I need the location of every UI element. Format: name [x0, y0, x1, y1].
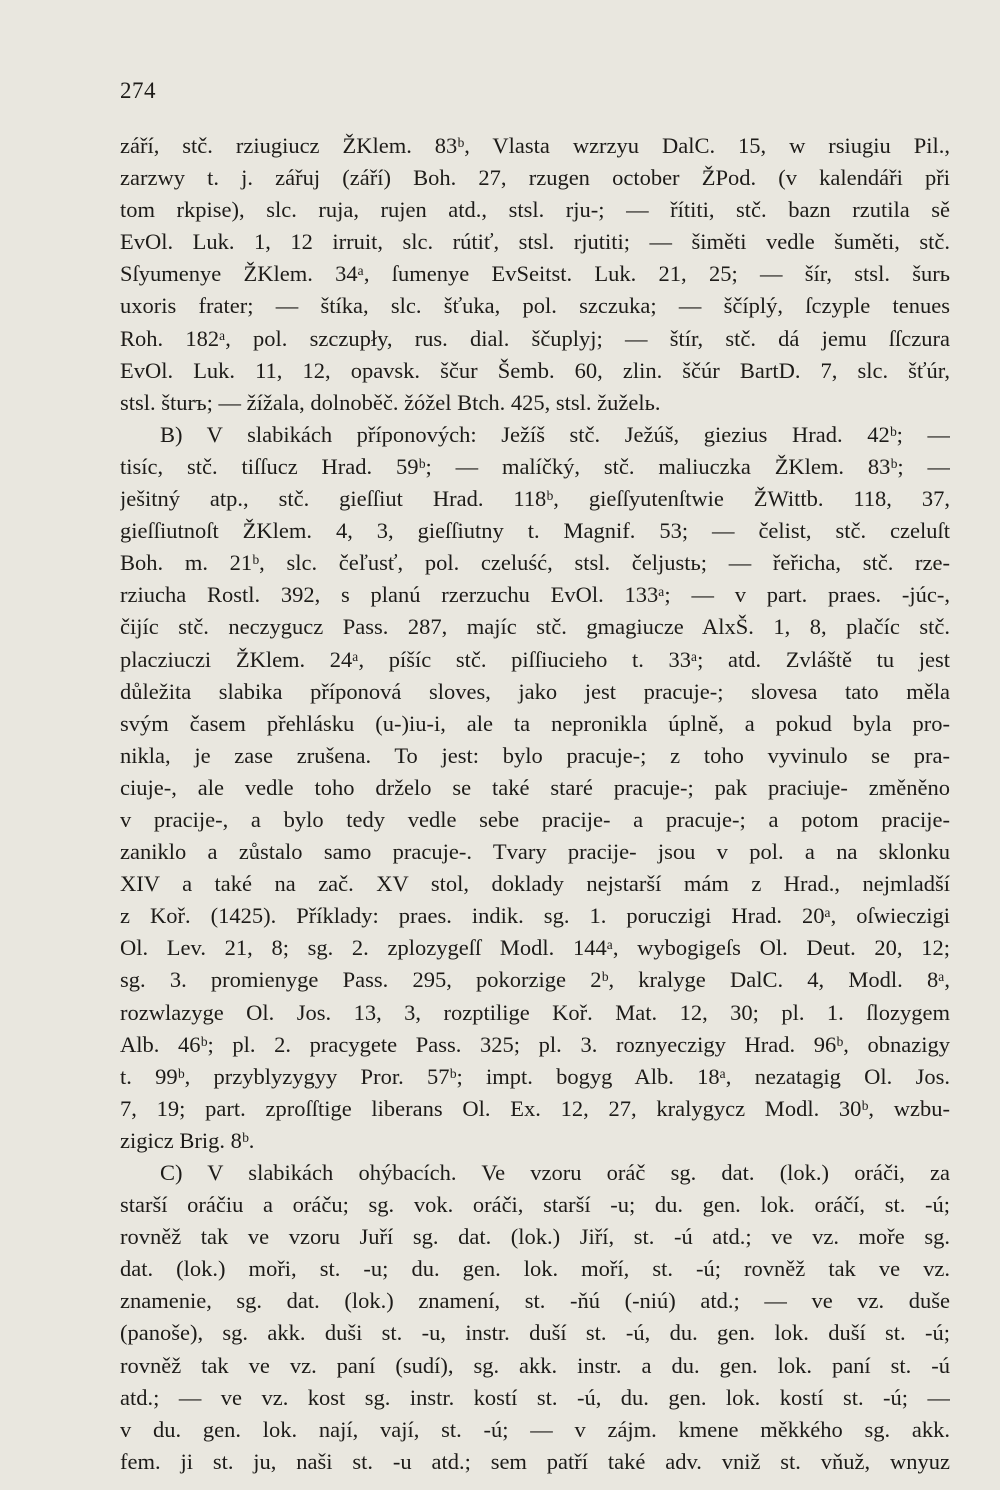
text-line: v pracije-, a bylo tedy vedle sebe pracije- a pracuje-; a potom pracije-: [120, 806, 950, 832]
body-text: [120, 130, 950, 1478]
text-line: tom rkpise), slc. ruja, rujen atd., stsl. rju-; — řítiti, stč. bazn rzutila sě: [120, 197, 950, 223]
text-line: ciuje-, ale vedle toho drželo se také staré pracuje-; pak praciuje- změněno: [120, 774, 950, 800]
text-line: září, stč. rziugiucz ŽKlem. 83ᵇ, Vlasta wzrzyu DalC. 15, w rsiugiu Pil.,: [120, 133, 950, 158]
page-number: 274: [120, 78, 156, 103]
text-line: nikla, je zase zrušena. To jest: bylo pracuje-; z toho vyvinulo se pra-: [120, 742, 950, 768]
text-line: z Koř. (1425). Příklady: praes. indik. sg. 1. poruczigi Hrad. 20ᵃ, oſwieczigi: [120, 903, 950, 929]
text-line: zarzwy t. j. zářuj (září) Boh. 27, rzugen october ŽPod. (v kalendáři při: [120, 165, 950, 191]
text-line: (panoše), sg. akk. duši st. -u, instr. duší st. -ú, du. gen. lok. duší st. -ú;: [120, 1320, 950, 1346]
text-line: zigicz Brig. 8ᵇ.: [120, 1127, 255, 1153]
text-line: rovněž tak ve vz. paní (sudí), sg. akk. instr. a du. gen. lok. paní st. -ú: [120, 1352, 950, 1378]
text-line: B) V slabikách příponových: Ježíš stč. Ježúš, giezius Hrad. 42ᵇ; —: [160, 421, 950, 447]
text-line: svým časem přehlásku (u-)iu-i, ale ta nepronikla úplně, a pokud byla pro-: [120, 710, 950, 736]
text-line: znamenie, sg. dat. (lok.) znamení, st. -ňú (-niú) atd.; — ve vz. duše: [120, 1288, 950, 1314]
text-line: dat. (lok.) moři, st. -u; du. gen. lok. moří, st. -ú; rovněž tak ve vz.: [120, 1256, 950, 1282]
text-line: v du. gen. lok. nají, vají, st. -ú; — v zájm. kmene měkkého sg. akk.: [120, 1416, 950, 1442]
text-line: rovněž tak ve vzoru Juří sg. dat. (lok.) Jiří, st. -ú atd.; ve vz. moře sg.: [120, 1224, 950, 1250]
text-line: důležita slabika příponová sloves, jako jest pracuje-; slovesa tato měla: [120, 678, 950, 704]
text-line: t. 99ᵇ, przyblyzygyy Pror. 57ᵇ; impt. bogyg Alb. 18ᵃ, nezatagig Ol. Jos.: [120, 1063, 950, 1089]
text-line: 7, 19; part. zproſſtige liberans Ol. Ex. 12, 27, kralygycz Modl. 30ᵇ, wzbu-: [120, 1095, 950, 1121]
text-line: EvOl. Luk. 1, 12 irruit, slc. rútiť, stsl. rjutiti; — šiměti vedle šuměti, stč.: [120, 229, 950, 255]
text-line: placziuczi ŽKlem. 24ᵃ, píšíc stč. piſſiucieho t. 33ᵃ; atd. Zvláště tu jest: [120, 646, 950, 672]
text-line: Sſyumenye ŽKlem. 34ᵃ, ſumenye EvSeitst. Luk. 21, 25; — šír, stsl. šurь: [120, 261, 950, 287]
text-line: sg. 3. promienyge Pass. 295, pokorzige 2ᵇ, kralyge DalC. 4, Modl. 8ᵃ,: [120, 967, 950, 993]
text-line: čijíc stč. neczygucz Pass. 287, majíc stč. gmagiucze AlxŠ. 1, 8, plačíc stč.: [120, 614, 950, 640]
text-line: zaniklo a zůstalo samo pracuje-. Tvary pracije- jsou v pol. a na sklonku: [120, 839, 950, 865]
text-line: Ol. Lev. 21, 8; sg. 2. zplozygeſſ Modl. 144ᵃ, wybogigeſs Ol. Deut. 20, 12;: [120, 935, 950, 961]
text-line: ješitný atp., stč. gieſſiut Hrad. 118ᵇ, gieſſyutenſtwie ŽWittb. 118, 37,: [120, 486, 950, 512]
text-line: rozwlazyge Ol. Jos. 13, 3, rozptilige Koř. Mat. 12, 30; pl. 1. ſlozygem: [120, 999, 950, 1025]
text-line: fem. ji st. ju, naši st. -u atd.; sem patří také adv. vniž st. vňuž, wnyuz: [120, 1448, 950, 1474]
text-line: gieſſiutnoſt ŽKlem. 4, 3, gieſſiutny t. Magnif. 53; — čelist, stč. czeluſt: [120, 518, 950, 544]
text-line: Boh. m. 21ᵇ, slc. čeľusť, pol. czeluść, stsl. čeljustь; — řeřicha, stč. rze-: [120, 550, 950, 576]
text-line: starší oráčiu a oráču; sg. vok. oráči, starší -u; du. gen. lok. oráčí, st. -ú;: [120, 1192, 950, 1218]
text-line: C) V slabikách ohýbacích. Ve vzoru oráč sg. dat. (lok.) oráči, za: [160, 1160, 950, 1185]
text-line: stsl. šturъ; — žížala, dolnoběč. žóžel Btch. 425, stsl. žuželь.: [120, 389, 661, 415]
text-line: uxoris frater; — štíka, slc. šťuka, pol. szczuka; — ščíplý, ſczyple tenues: [120, 293, 950, 319]
text-line: Roh. 182ᵃ, pol. szczupły, rus. dial. ščuplyj; — štír, stč. dá jemu ſſczura: [120, 325, 950, 351]
text-line: XIV a také na zač. XV stol, doklady nejstarší mám z Hrad., nejmladší: [120, 871, 950, 897]
text-line: atd.; — ve vz. kost sg. instr. kostí st. -ú, du. gen. lok. kostí st. -ú; —: [120, 1384, 950, 1410]
text-line: Alb. 46ᵇ; pl. 2. pracygete Pass. 325; pl. 3. roznyeczigy Hrad. 96ᵇ, obnazigy: [120, 1031, 950, 1057]
text-line: EvOl. Luk. 11, 12, opavsk. ščur Šemb. 60, zlin. ščúr BartD. 7, slc. šťúr,: [120, 357, 950, 383]
text-line: rziucha Rostl. 392, s planú rzerzuchu EvOl. 133ᵃ; — v part. praes. -júc-,: [120, 582, 950, 608]
text-line: tisíc, stč. tiſſucz Hrad. 59ᵇ; — malíčký, stč. maliuczka ŽKlem. 83ᵇ; —: [120, 453, 950, 479]
